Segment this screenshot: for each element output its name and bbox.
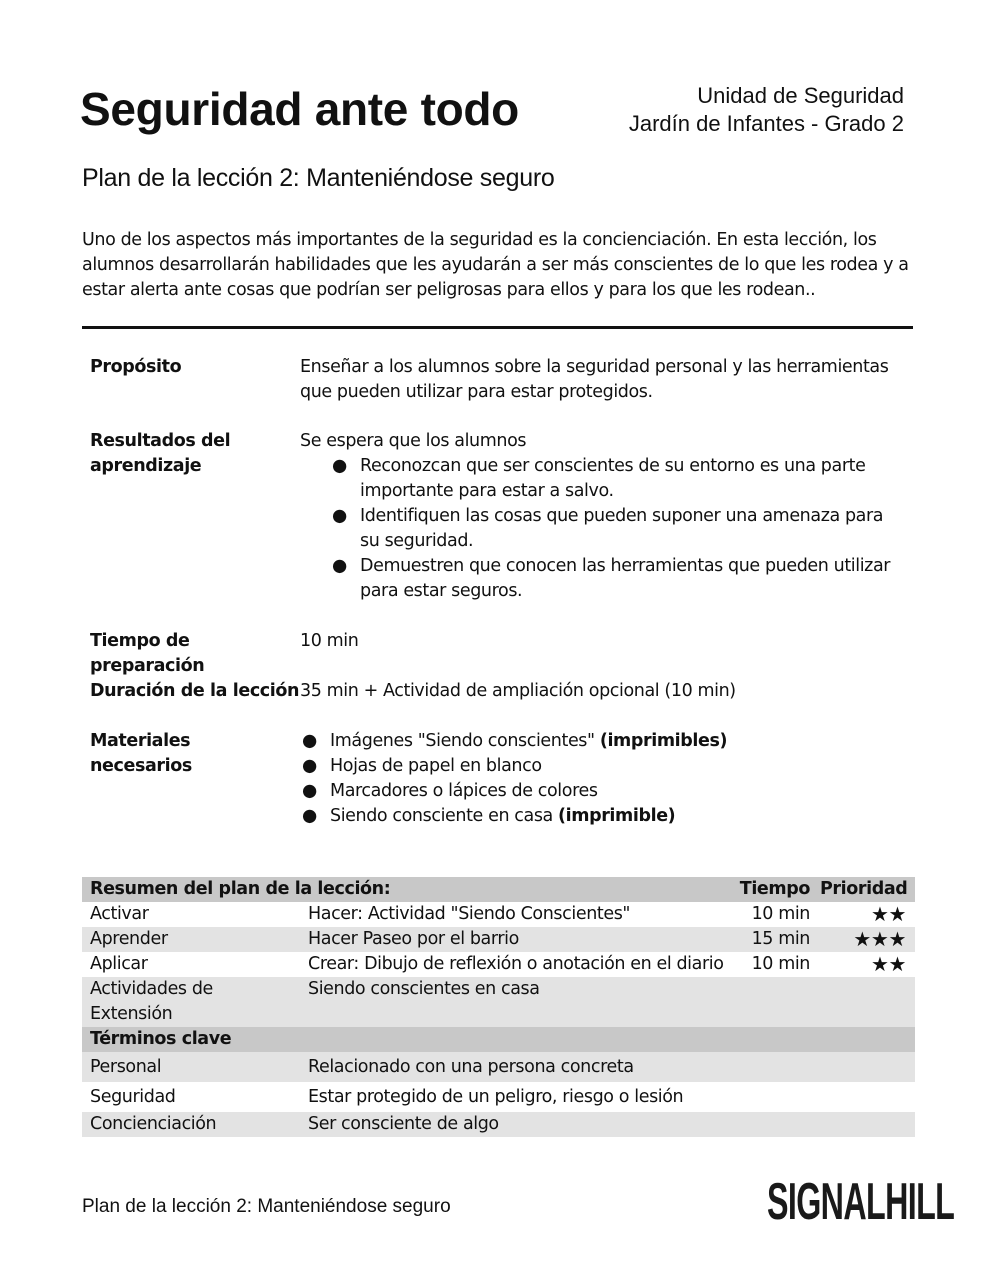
section-resultados bbox=[90, 429, 910, 609]
resultados-lead: Se espera que los alumnos bbox=[300, 431, 527, 451]
bullet-icon: ● bbox=[302, 781, 317, 801]
list-item: ● Reconozcan que ser conscientes de su entorno es una parte importante para estar a salvo. bbox=[332, 456, 866, 501]
list-item: ● Identifiquen las cosas que pueden suponer una amenaza para su seguridad. bbox=[332, 506, 884, 551]
table-row bbox=[82, 927, 915, 952]
lesson-summary-table bbox=[82, 877, 915, 1137]
intro-paragraph: Uno de los aspectos más importantes de la seguridad es la concienciación. En esta lección, los alumnos desarrollarán habilidades que les ayudarán a ser más conscientes de lo que les rodea y a estar alerta ante cosas que podrían ser peligrosas para ellos y para los que les rodean.. bbox=[82, 230, 909, 300]
unit-name: Unidad de Seguridad bbox=[697, 83, 904, 108]
footer-text: Plan de la lección 2: Manteniéndose seguro bbox=[82, 1196, 451, 1217]
phase-cell: Activar bbox=[90, 904, 149, 924]
signalhill-logo: SIGNALHILL bbox=[767, 1173, 955, 1231]
activity-cell: Crear: Dibujo de reflexión o anotación en el diario bbox=[308, 954, 724, 974]
priority-stars-icon: ★★ bbox=[870, 952, 906, 976]
resultados-label bbox=[90, 429, 290, 479]
term-cell: Personal bbox=[90, 1057, 162, 1077]
preparacion-label bbox=[90, 629, 290, 679]
table-row bbox=[82, 1052, 915, 1082]
terms-header-row bbox=[82, 1027, 915, 1052]
activity-cell: Hacer Paseo por el barrio bbox=[308, 929, 519, 949]
time-cell: 10 min bbox=[751, 954, 810, 974]
materiales-label: Materiales necesarios bbox=[90, 731, 192, 776]
bullet-icon: ● bbox=[332, 506, 347, 526]
definition-cell: Ser consciente de algo bbox=[308, 1114, 499, 1134]
extension-label-line2: Extensión bbox=[90, 1004, 173, 1024]
resultados-list bbox=[300, 454, 900, 604]
materiales-content bbox=[300, 729, 900, 829]
definition-cell: Estar protegido de un peligro, riesgo o lesión bbox=[308, 1087, 684, 1107]
bullet-icon: ● bbox=[332, 556, 347, 576]
summary-header-row bbox=[82, 877, 915, 902]
table-row bbox=[82, 1082, 915, 1112]
priority-stars-icon: ★★★ bbox=[853, 927, 906, 951]
lesson-subtitle: Plan de la lección 2: Manteniéndose seguro bbox=[82, 164, 555, 192]
table-row bbox=[82, 1112, 915, 1137]
bullet-icon: ● bbox=[302, 756, 317, 776]
phase-cell: Aprender bbox=[90, 929, 168, 949]
table-row bbox=[82, 977, 915, 1027]
section-materiales bbox=[90, 729, 910, 829]
section-proposito bbox=[90, 355, 910, 405]
divider bbox=[82, 326, 913, 329]
unit-grade-info bbox=[564, 82, 904, 138]
duracion-label: Duración de la lección bbox=[90, 681, 300, 701]
preparacion-value: 10 min bbox=[300, 631, 359, 651]
materiales-list bbox=[300, 729, 900, 829]
bullet-icon: ● bbox=[332, 456, 347, 476]
resultados-content bbox=[300, 429, 900, 604]
section-duracion bbox=[90, 679, 910, 704]
term-cell: Concienciación bbox=[90, 1114, 217, 1134]
list-item: ● Hojas de papel en blanco bbox=[300, 754, 900, 779]
preparacion-label-line2: preparación bbox=[90, 656, 205, 676]
resultados-label-line1: Resultados del bbox=[90, 431, 231, 451]
list-item: ● Demuestren que conocen las herramientas que pueden utilizar para estar seguros. bbox=[332, 556, 891, 601]
summary-header: Resumen del plan de la lección: bbox=[90, 879, 391, 899]
list-item: ● Marcadores o lápices de colores bbox=[300, 779, 900, 804]
table-row bbox=[82, 952, 915, 977]
list-item: ● Imágenes "Siendo conscientes" (imprimibles) bbox=[300, 729, 900, 754]
preparacion-label-line1: Tiempo de bbox=[90, 631, 190, 651]
list-item: ● Siendo consciente en casa (imprimible) bbox=[300, 804, 900, 829]
extension-label-line1: Actividades de bbox=[90, 979, 213, 999]
activity-cell: Siendo conscientes en casa bbox=[308, 979, 540, 999]
proposito-text: Enseñar a los alumnos sobre la seguridad personal y las herramientas que pueden utilizar para estar protegidos. bbox=[300, 357, 889, 402]
bullet-icon: ● bbox=[302, 806, 317, 826]
terms-header: Términos clave bbox=[90, 1029, 232, 1049]
phase-cell bbox=[90, 977, 213, 1027]
duracion-value: 35 min + Actividad de ampliación opcional (10 min) bbox=[300, 681, 736, 701]
bullet-icon: ● bbox=[302, 731, 317, 751]
resultados-label-line2: aprendizaje bbox=[90, 456, 202, 476]
term-cell: Seguridad bbox=[90, 1087, 176, 1107]
section-preparacion bbox=[90, 629, 910, 679]
col-tiempo-header: Tiempo bbox=[739, 879, 810, 899]
time-cell: 15 min bbox=[751, 929, 810, 949]
phase-cell: Aplicar bbox=[90, 954, 148, 974]
grade-level: Jardín de Infantes - Grado 2 bbox=[628, 111, 904, 136]
activity-cell: Hacer: Actividad "Siendo Conscientes" bbox=[308, 904, 631, 924]
col-prioridad-header: Prioridad bbox=[820, 879, 908, 899]
proposito-label: Propósito bbox=[90, 357, 182, 377]
time-cell: 10 min bbox=[751, 904, 810, 924]
page-title: Seguridad ante todo bbox=[80, 83, 519, 135]
priority-stars-icon: ★★ bbox=[870, 902, 906, 926]
table-row bbox=[82, 902, 915, 927]
definition-cell: Relacionado con una persona concreta bbox=[308, 1057, 634, 1077]
